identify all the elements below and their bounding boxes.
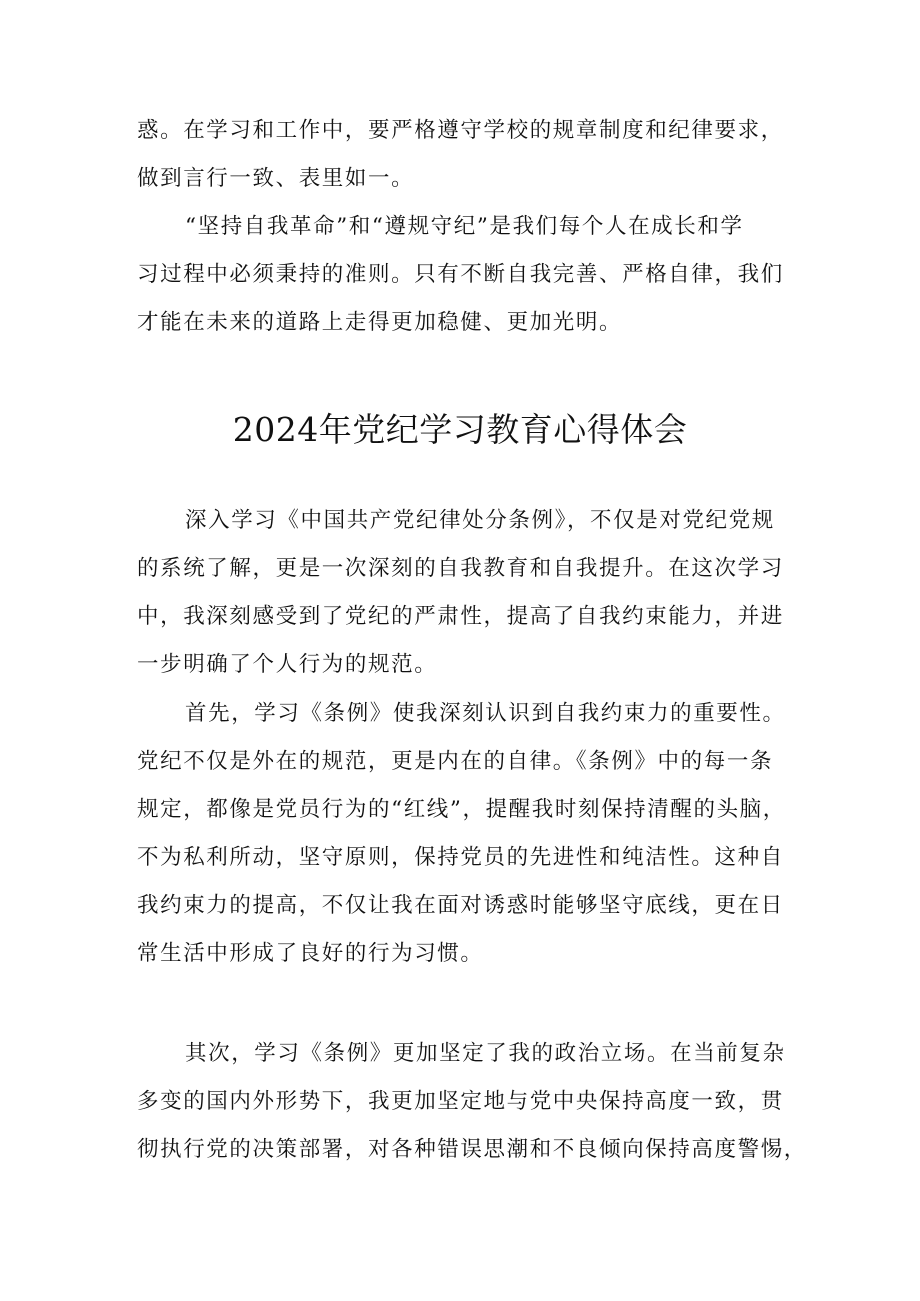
text-line: “坚持自我革命”和“遵规守纪”是我们每个人在成长和学	[185, 214, 744, 239]
text-line: 规定，都像是党员行为的“红线”，提醒我时刻保持清醒的头脑，	[137, 797, 786, 822]
text-line: 才能在未来的道路上走得更加稳健、更加光明。	[137, 310, 623, 335]
text-line: 其次，学习《条例》更加坚定了我的政治立场。在当前复杂	[185, 1041, 786, 1066]
text-line: 惑。在学习和工作中，要严格遵守学校的规章制度和纪律要求，	[137, 118, 784, 143]
text-line: 深入学习《中国共产党纪律处分条例》，不仅是对党纪党规	[185, 508, 775, 533]
text-line: 习过程中必须秉持的准则。只有不断自我完善、严格自律，我们	[137, 262, 784, 287]
document-title: 2024年党纪学习教育心得体会	[232, 410, 688, 449]
text-line: 一步明确了个人行为的规范。	[137, 652, 438, 677]
text-line: 做到言行一致、表里如一。	[137, 166, 415, 191]
text-line: 不为私利所动，坚守原则，保持党员的先进性和纯洁性。这种自	[137, 845, 784, 870]
text-line: 彻执行党的决策部署，对各种错误思潮和不良倾向保持高度警惕，	[137, 1137, 807, 1162]
text-line: 常生活中形成了良好的行为习惯。	[137, 941, 484, 966]
text-line: 多变的国内外形势下，我更加坚定地与党中央保持高度一致，贯	[137, 1089, 784, 1114]
text-line: 中，我深刻感受到了党纪的严肃性，提高了自我约束能力，并进	[137, 604, 784, 629]
text-line: 的系统了解，更是一次深刻的自我教育和自我提升。在这次学习	[137, 556, 784, 581]
text-line: 党纪不仅是外在的规范，更是内在的自律。《条例》中的每一条	[137, 749, 774, 774]
text-line: 我约束力的提高，不仅让我在面对诱惑时能够坚守底线，更在日	[137, 893, 784, 918]
text-line: 首先，学习《条例》使我深刻认识到自我约束力的重要性。	[185, 701, 786, 726]
